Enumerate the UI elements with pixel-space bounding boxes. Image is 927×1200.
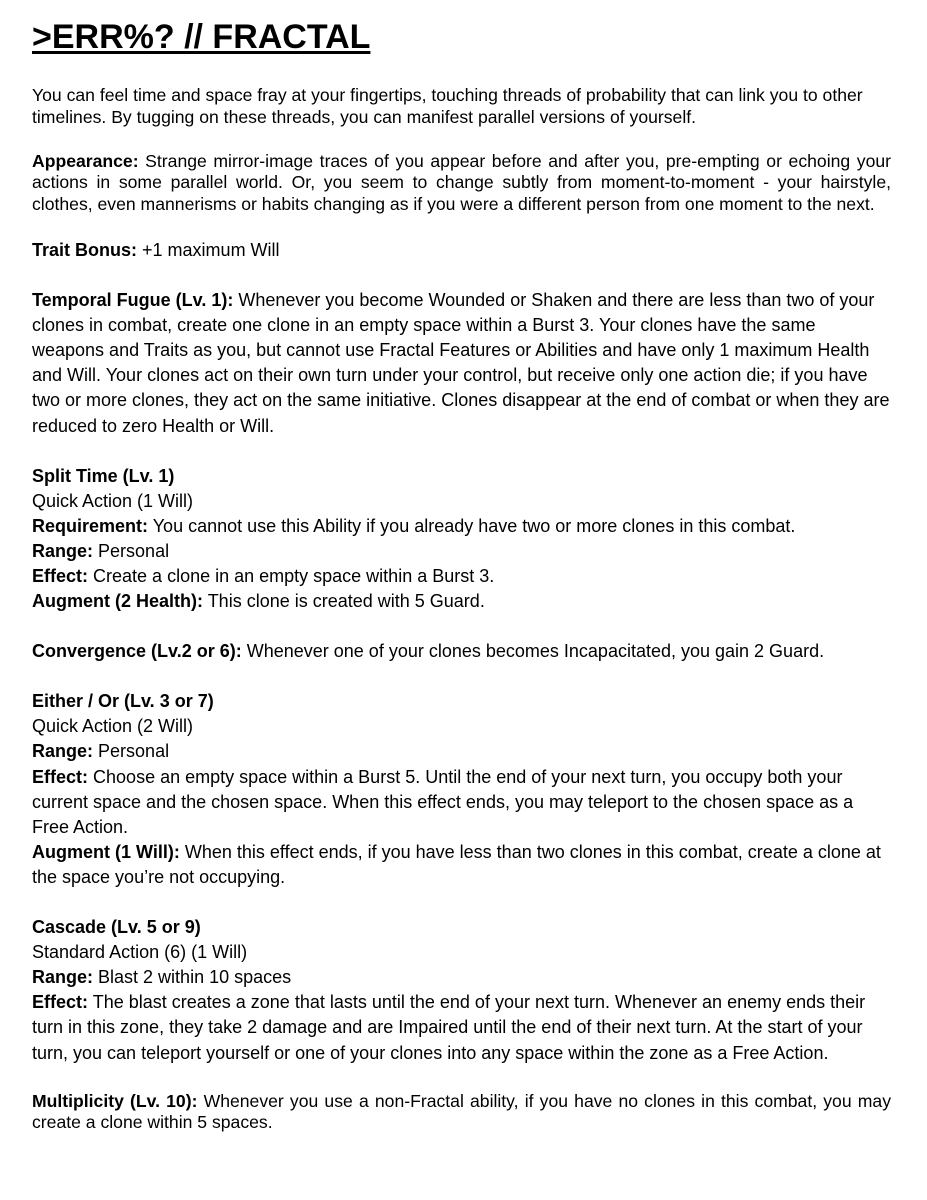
either-or-range [32, 739, 891, 764]
effect-label: Effect: [32, 766, 89, 787]
effect-text: Choose an empty space within a Burst 5. Until the end of your next turn, you occupy both your current space and the chosen space. When this effect ends, you may teleport to the chosen space as a Free Action. [32, 766, 854, 837]
requirement-text: You cannot use this Ability if you already have two or more clones in this combat. [152, 515, 796, 536]
split-time-ability [32, 464, 891, 615]
effect-text: Create a clone in an empty space within a Burst 3. [93, 566, 495, 587]
augment-label: Augment (1 Will): [32, 841, 180, 862]
effect-text: The blast creates a zone that lasts until the end of your next turn. Whenever an enemy ends their turn in this zone, they take 2 damage and are Impaired until the end of their next turn. At the start of your turn, you can teleport yourself or one of your clones into any space within the zone as a Free Action. [32, 992, 866, 1063]
multiplicity-label: Multiplicity (Lv. 10): [32, 1090, 198, 1111]
multiplicity-paragraph [32, 1091, 891, 1135]
either-or-augment [32, 840, 891, 890]
trait-bonus-text: +1 maximum Will [142, 239, 280, 260]
range-label: Range: [32, 540, 94, 561]
split-time-name: Split Time (Lv. 1) [32, 465, 175, 486]
trait-bonus-label: Trait Bonus: [32, 239, 138, 260]
cascade-name: Cascade (Lv. 5 or 9) [32, 917, 201, 938]
split-time-requirement [32, 514, 891, 539]
convergence-paragraph [32, 639, 891, 664]
range-text: Blast 2 within 10 spaces [98, 967, 292, 988]
temporal-fugue-text: Whenever you become Wounded or Shaken and there are less than two of your clones in combat, create one clone in an empty space within a Burst 3. Your clones have the same weapons and Traits as you, but cannot use Fractal Features or Abilities and have only 1 maximum Health and Will. Your clones act on their own turn under your control, but receive only one action die; if you have two or more clones, they act on the same initiative. Clones disappear at the end of combat or when they are reduced to zero Health or Will. [32, 290, 890, 436]
split-time-range [32, 539, 891, 564]
either-or-effect [32, 765, 891, 840]
split-time-action: Quick Action (1 Will) [32, 490, 194, 511]
cascade-ability [32, 915, 891, 1066]
range-text: Personal [98, 741, 170, 762]
convergence-text: Whenever one of your clones becomes Incapacitated, you gain 2 Guard. [246, 641, 825, 662]
requirement-label: Requirement: [32, 515, 149, 536]
cascade-range [32, 965, 891, 990]
cascade-action: Standard Action (6) (1 Will) [32, 942, 248, 963]
page-title: >ERR%? // FRACTAL [32, 18, 371, 56]
multiplicity-text: Whenever you use a non-Fractal ability, if you have no clones in this combat, you may create a clone within 5 spaces. [32, 1090, 892, 1133]
either-or-name: Either / Or (Lv. 3 or 7) [32, 691, 214, 712]
either-or-ability [32, 689, 891, 890]
augment-label: Augment (2 Health): [32, 591, 203, 612]
split-time-augment [32, 589, 891, 614]
appearance-paragraph [32, 151, 891, 216]
convergence-label: Convergence (Lv.2 or 6): [32, 641, 242, 662]
temporal-fugue-paragraph [32, 288, 891, 439]
temporal-fugue-label: Temporal Fugue (Lv. 1): [32, 290, 234, 311]
trait-bonus-paragraph [32, 238, 891, 263]
range-text: Personal [98, 540, 170, 561]
split-time-effect [32, 564, 891, 589]
augment-text: This clone is created with 5 Guard. [207, 591, 485, 612]
appearance-label: Appearance: [32, 150, 139, 171]
range-label: Range: [32, 741, 94, 762]
effect-label: Effect: [32, 992, 89, 1013]
effect-label: Effect: [32, 566, 89, 587]
cascade-effect [32, 990, 891, 1065]
range-label: Range: [32, 967, 94, 988]
augment-text: When this effect ends, if you have less than two clones in this combat, create a clone at the space you’re not occupying. [32, 841, 881, 887]
intro-paragraph: You can feel time and space fray at your fingertips, touching threads of probability that can link you to other timelines. By tugging on these threads, you can manifest parallel versions of yourself. [32, 85, 863, 127]
either-or-action: Quick Action (2 Will) [32, 716, 194, 737]
appearance-text: Strange mirror-image traces of you appear before and after you, pre-empting or echoing your actions in some parallel world. Or, you seem to change subtly from moment-to-moment - your hairstyle, clothes, even mannerisms or habits changing as if you were a different person from one moment to the next. [32, 150, 891, 215]
